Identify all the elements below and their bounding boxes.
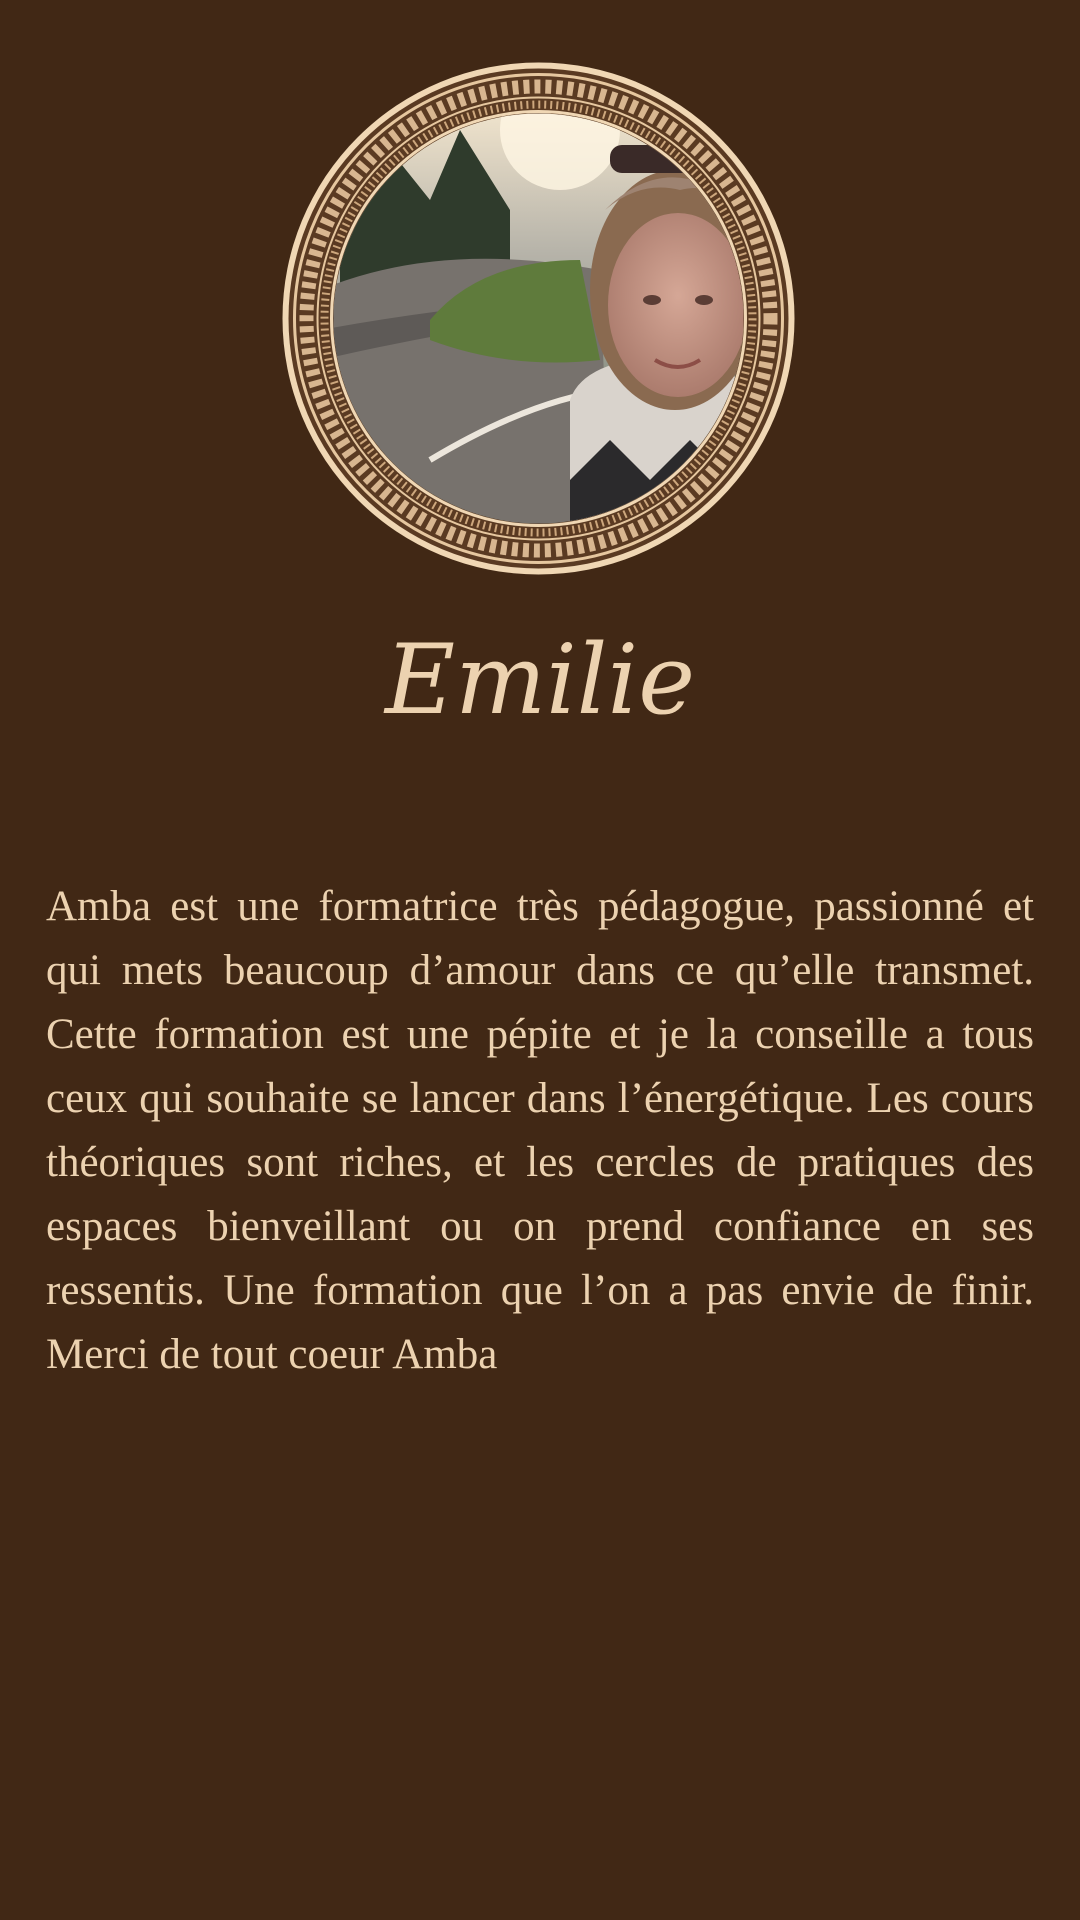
testimonial-text: Amba est une formatrice très pédagogue, passionné et qui mets beaucoup d’amour dans ce qu’elle transmet. Cette formation est une pépite et je la conseille a tous ceux qui souhaite se lancer dans l’énergétique. Les cours théoriques sont riches, et les cercles de pratiques des espaces bienveillant ou on prend confiance en ses ressentis. Une formation que l’on a pas envie de finir. Merci de tout coeur Amba xyxy=(46,883,1034,1378)
portrait-photo-icon xyxy=(280,60,797,577)
avatar xyxy=(280,60,797,577)
reviewer-name: Emilie xyxy=(384,624,696,736)
